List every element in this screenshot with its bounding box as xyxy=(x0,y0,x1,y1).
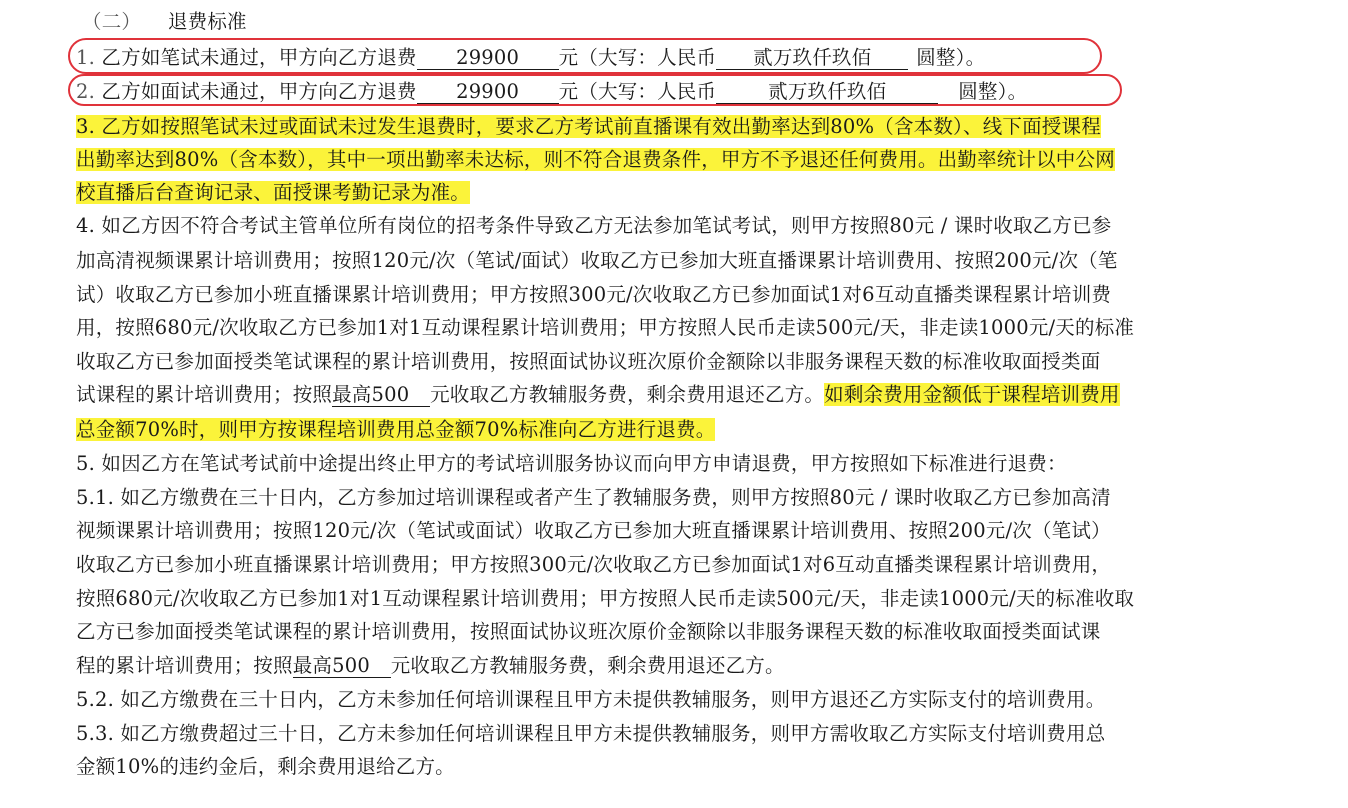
clause-5-1-line-2: 视频课累计培训费用；按照120元/次（笔试或面试）收取乙方已参加大班直播课累计培训费用、按照200元/次（笔试） xyxy=(76,519,1111,542)
clause-text: 程的累计培训费用；按照 xyxy=(76,654,293,677)
clause-3-line-3 xyxy=(76,181,470,205)
section-title: 退费标准 xyxy=(167,10,247,33)
highlighted-text: 校直播后台查询记录、面授课考勤记录为准。 xyxy=(76,181,471,204)
clause-5-1-line-3: 收取乙方已参加小班直播课累计培训费用；甲方按照300元/次收取乙方已参加面试1对6互动直播类课程累计培训费用， xyxy=(76,553,1112,576)
clause-4-line-1: 4. 如乙方因不符合考试主管单位所有岗位的招考条件导致乙方无法参加笔试考试，则甲方按照80元 / 课时收取乙方已参 xyxy=(76,214,1112,237)
amount-cn-blank xyxy=(716,47,908,70)
amount-cn-blank xyxy=(716,81,938,104)
clause-2 xyxy=(76,80,1027,104)
clause-4-line-5: 收取乙方已参加面授类笔试课程的累计培训费用，按照面试协议班次原价金额除以非服务课程天数的标准收取面授类面 xyxy=(76,350,1101,373)
amount-cn-value: 贰万玖仟玖佰 xyxy=(768,80,887,103)
clause-5-2-line-1: 5.2. 如乙方缴费在三十日内，乙方未参加任何培训课程且甲方未提供教辅服务，则甲方退还乙方实际支付的培训费用。 xyxy=(76,688,1106,711)
cap-blank xyxy=(332,384,430,407)
clause-number: 2. xyxy=(76,80,96,103)
clause-5-1-line-1: 5.1. 如乙方缴费在三十日内，乙方参加过培训课程或者产生了教辅服务费，则甲方按照80元 / 课时收取乙方已参加高清 xyxy=(76,486,1111,509)
clause-text: 元收取乙方教辅服务费，剩余费用退还乙方。 xyxy=(430,383,825,406)
clause-text: 乙方如面试未通过，甲方向乙方退费 xyxy=(101,80,417,103)
clause-4-line-2: 加高清视频课累计培训费用；按照120元/次（笔试/面试）收取乙方已参加大班直播课累计培训费用、按照200元/次（笔 xyxy=(76,249,1118,272)
clause-text: 元收取乙方教辅服务费，剩余费用退还乙方。 xyxy=(390,654,785,677)
clause-text: 元（大写：人民币 xyxy=(558,80,717,103)
amount-blank xyxy=(417,47,559,70)
clause-text: 圆整）。 xyxy=(916,46,986,69)
clause-text: 圆整）。 xyxy=(958,80,1028,103)
cap-value: 最高500 xyxy=(332,383,410,406)
highlighted-text: 总金额70%时，则甲方按课程培训费用总金额70%标准向乙方进行退费。 xyxy=(76,418,716,441)
clause-4-line-3: 试）收取乙方已参加小班直播课累计培训费用；甲方按照300元/次收取乙方已参加面试1对6互动直播类课程累计培训费 xyxy=(76,283,1112,306)
clause-5-3-line-2: 金额10%的违约金后，剩余费用退给乙方。 xyxy=(76,755,455,778)
clause-3-line-1 xyxy=(76,115,1101,139)
clause-text: 元（大写：人民币 xyxy=(558,46,717,69)
clause-4-line-6 xyxy=(76,383,1120,407)
cap-blank xyxy=(293,655,391,678)
amount-cn-value: 贰万玖仟玖佰 xyxy=(753,46,872,69)
clause-5-1-line-6 xyxy=(76,654,785,678)
amount-value: 29900 xyxy=(456,80,520,103)
clause-4-line-4: 用，按照680元/次收取乙方已参加1对1互动课程累计培训费用；甲方按照人民币走读500元/天，非走读1000元/天的标准 xyxy=(76,316,1135,339)
clause-5-3-line-1: 5.3. 如乙方缴费超过三十日，乙方未参加任何培训课程且甲方未提供教辅服务，则甲方需收取乙方实际支付培训费用总 xyxy=(76,722,1106,745)
cap-value: 最高500 xyxy=(292,654,370,677)
highlighted-text: 3. 乙方如按照笔试未过或面试未过发生退费时，要求乙方考试前直播课有效出勤率达到80%（含本数）、线下面授课程 xyxy=(76,115,1101,138)
amount-blank xyxy=(417,81,559,104)
section-number: （二） xyxy=(82,10,142,33)
section-heading xyxy=(82,10,247,34)
clause-1 xyxy=(76,46,985,70)
highlighted-text: 如剩余费用金额低于课程培训费用 xyxy=(824,383,1120,406)
clause-text: 试课程的累计培训费用；按照 xyxy=(76,383,333,406)
clause-5-line-1: 5. 如因乙方在笔试考试前中途提出终止甲方的考试培训服务协议而向甲方申请退费，甲方按照如下标准进行退费： xyxy=(76,452,1067,475)
amount-value: 29900 xyxy=(456,46,520,69)
clause-number: 1. xyxy=(76,46,96,69)
clause-3-line-2 xyxy=(76,148,1115,172)
highlighted-text: 出勤率达到80%（含本数），其中一项出勤率未达标，则不符合退费条件，甲方不予退还任何费用。出勤率统计以中公网 xyxy=(76,148,1115,171)
clause-text: 乙方如笔试未通过，甲方向乙方退费 xyxy=(101,46,417,69)
clause-5-1-line-5: 乙方已参加面授类笔试课程的累计培训费用，按照面试协议班次原价金额除以非服务课程天数的标准收取面授类面试课 xyxy=(76,620,1101,643)
clause-5-1-line-4: 按照680元/次收取乙方已参加1对1互动课程累计培训费用；甲方按照人民币走读500元/天，非走读1000元/天的标准收取 xyxy=(76,587,1135,610)
clause-4-line-7 xyxy=(76,418,715,442)
